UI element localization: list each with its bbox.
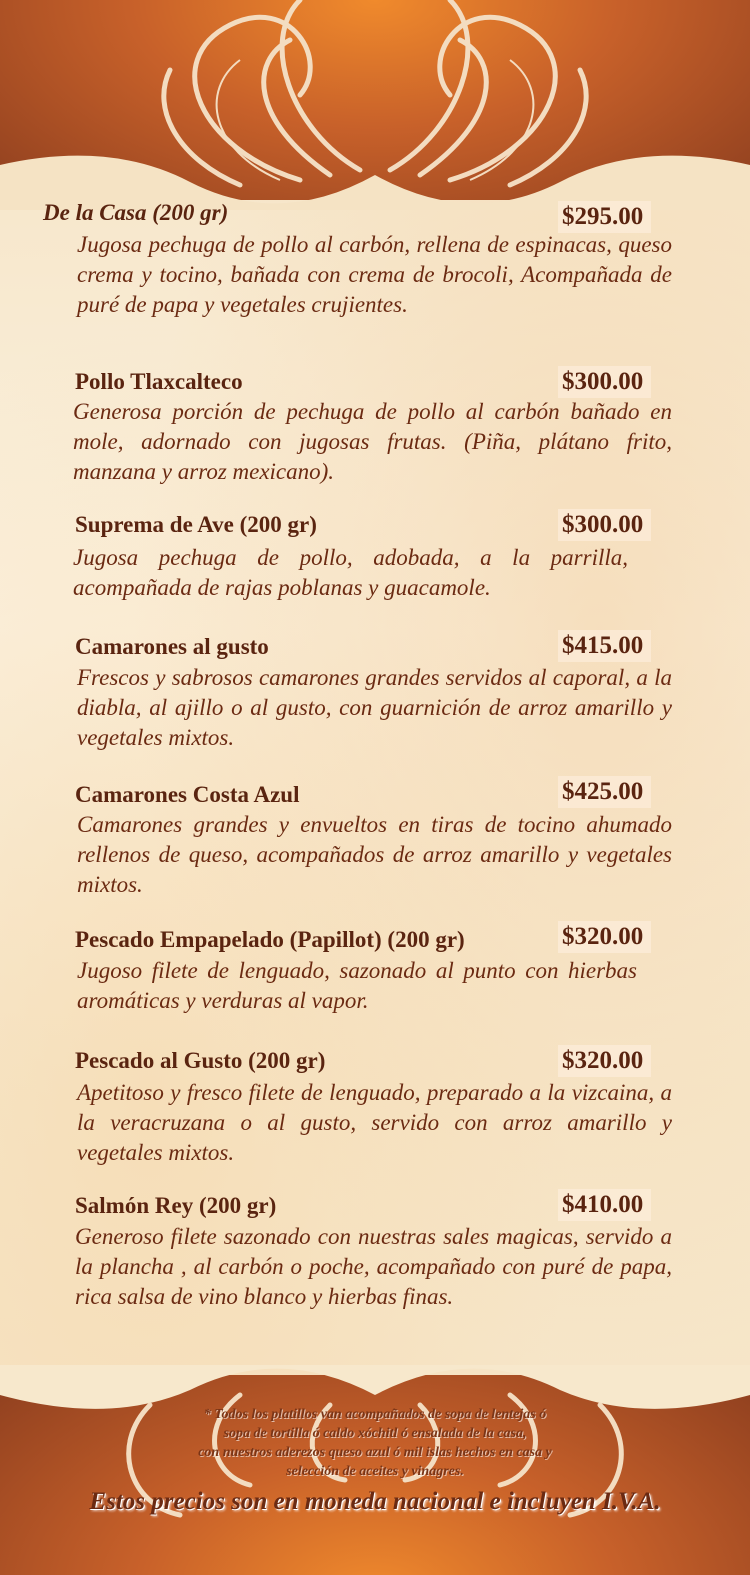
menu-item-name: Camarones Costa Azul	[75, 782, 300, 807]
menu-item-description: Camarones grandes y envueltos en tiras de tocino ahumado rellenos de queso, acompañados de arroz amarillo y vegetales mixtos.	[77, 812, 672, 897]
menu-item-name: Salmón Rey (200 gr)	[75, 1193, 277, 1218]
menu-item-name: Camarones al gusto	[75, 634, 269, 659]
menu-item-description: Generosa porción de pechuga de pollo al carbón bañado en mole, adornado con jugosas frutas. (Piña, plátano frito, manzana y arroz mexicano).	[73, 399, 672, 484]
menu-item-name: Pollo Tlaxcalteco	[75, 369, 243, 394]
menu-item-name: Suprema de Ave (200 gr)	[75, 512, 317, 537]
accompaniment-note	[120, 1405, 630, 1481]
price-disclaimer: Estos precios son en moneda nacional e incluyen I.V.A.	[89, 1488, 661, 1515]
menu-item-name: Pescado al Gusto (200 gr)	[75, 1048, 326, 1073]
menu-item-description: Jugosa pechuga de pollo, adobada, a la parrilla, acompañada de rajas poblanas y guacamole.	[73, 545, 628, 600]
menu-item-description: Apetitoso y fresco filete de lenguado, preparado a la vizcaina, a la veracruzana o al gusto, servido con arroz amarillo y vegetales mixtos.	[77, 1080, 672, 1165]
menu-item-description: Frescos y sabrosos camarones grandes servidos al caporal, a la diabla, al ajillo o al gusto, con guarnición de arroz amarillo y vegetales mixtos.	[77, 665, 672, 750]
menu-item-name: De la Casa (200 gr)	[43, 200, 229, 225]
menu-item-price: $320.00	[558, 921, 651, 953]
menu-item-price: $320.00	[558, 1045, 651, 1077]
top-swirl-ornament	[0, 0, 750, 210]
note-line: sopa de tortilla ó caldo xóchitl ó ensalada de la casa,	[223, 1426, 527, 1441]
menu-item-price: $425.00	[558, 776, 651, 808]
menu-item-price: $300.00	[558, 509, 651, 541]
menu-item-price: $300.00	[558, 366, 651, 398]
note-line: selección de aceites y vinagres.	[286, 1464, 464, 1479]
menu-item-price: $415.00	[558, 630, 651, 662]
menu-item-description: Jugosa pechuga de pollo al carbón, rellena de espinacas, queso crema y tocino, bañada con crema de brocoli, Acompañada de puré de papa y vegetales crujientes.	[77, 232, 672, 317]
menu-item-price: $295.00	[558, 201, 651, 233]
menu-item-price: $410.00	[558, 1189, 651, 1221]
menu-item-name: Pescado Empapelado (Papillot) (200 gr)	[75, 927, 465, 952]
menu-item-description: Generoso filete sazonado con nuestras sales magicas, servido a la plancha , al carbón o poche, acompañado con puré de papa, rica salsa de vino blanco y hierbas finas.	[75, 1224, 672, 1309]
menu-item-description: Jugoso filete de lenguado, sazonado al punto con hierbas aromáticas y verduras al vapor.	[77, 958, 637, 1013]
note-line: * Todos los platillos van acompañados de sopa de lentejas ó	[203, 1407, 547, 1422]
note-line: con nuestros aderezos queso azul ó mil islas hechos en casa y	[198, 1445, 552, 1460]
